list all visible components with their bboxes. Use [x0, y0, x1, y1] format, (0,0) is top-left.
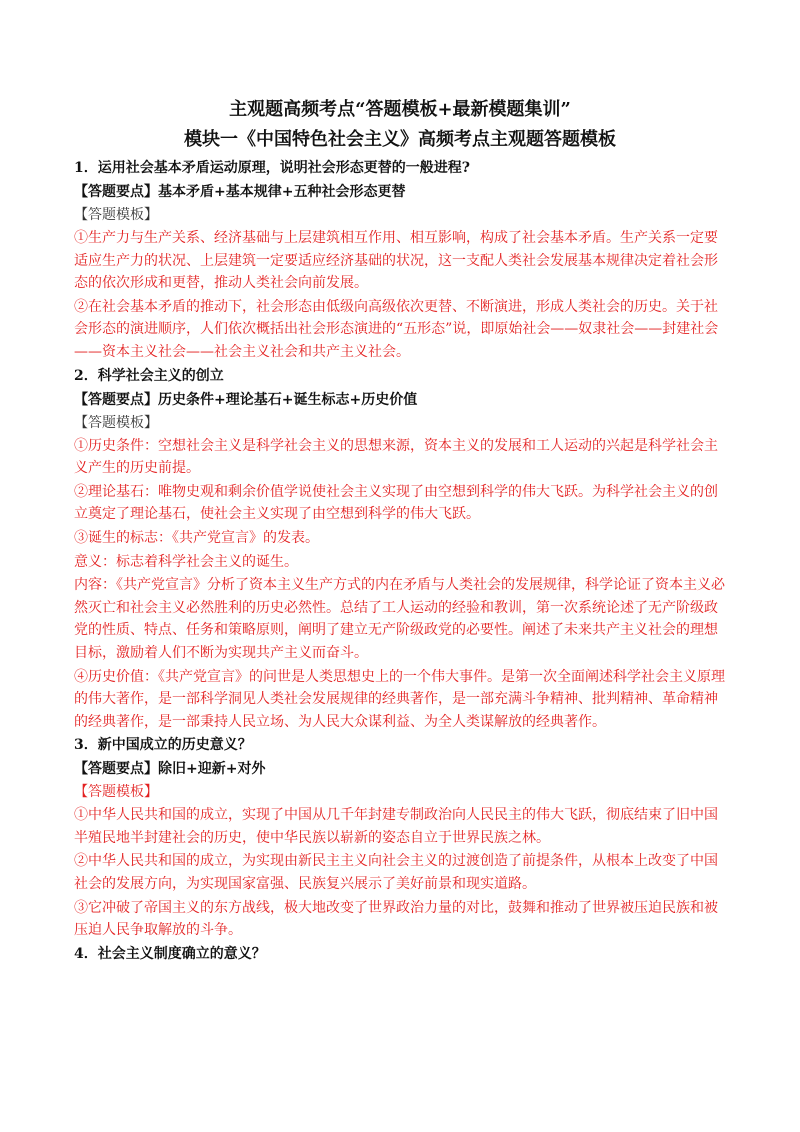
question-2: 2．科学社会主义的创立	[74, 367, 224, 384]
answer-1-1: ①生产力与生产关系、经济基础与上层建筑相互作用、相互影响，构成了社会基本矛盾。生产关系一定要适应生产力的状况、上层建筑一定要适应经济基础的状况，这一支配人类社会发展基本规律决定着社会形态的依次形成和更替，推动人类社会向前发展。	[74, 230, 718, 292]
answer-3-2: ②中华人民共和国的成立，为实现由新民主主义向社会主义的过渡创造了前提条件，从根本上改变了中国社会的发展方向，为实现国家富强、民族复兴展示了美好前景和现实道路。	[74, 853, 718, 893]
key-points-3: 【答题要点】除旧+迎新+对外	[74, 761, 266, 778]
doc-title: 主观题高频考点“答题模板+最新模题集训”	[229, 99, 571, 120]
key-points-2: 【答题要点】历史条件+理论基石+诞生标志+历史价值	[74, 391, 418, 408]
key-points-1: 【答题要点】基本矛盾+基本规律+五种社会形态更替	[74, 184, 406, 200]
answer-2-1: ①历史条件：空想社会主义是科学社会主义的思想来源，资本主义的发展和工人运动的兴起是科学社会主义产生的历史前提。	[74, 437, 718, 477]
question-4: 4．社会主义制度确立的意义？	[74, 945, 266, 962]
answer-3-3: ③它冲破了帝国主义的东方战线，极大地改变了世界政治力量的对比，鼓舞和推动了世界被压迫民族和被压迫人民争取解放的斗争。	[74, 899, 718, 939]
template-label-3: 【答题模板】	[74, 784, 158, 801]
answer-2-2: ②理论基石：唯物史观和剩余价值学说使社会主义实现了由空想到科学的伟大飞跃。为科学社会主义的创立奠定了理论基石，使社会主义实现了由空想到科学的伟大飞跃。	[74, 483, 718, 523]
question-3: 3．新中国成立的历史意义？	[74, 737, 252, 754]
template-label-2: 【答题模板】	[74, 414, 158, 431]
template-label-1: 【答题模板】	[74, 207, 158, 223]
answer-2-5: 内容：《共产党宣言》分析了资本主义生产方式的内在矛盾与人类社会的发展规律，科学论证了资本主义必然灭亡和社会主义必然胜利的历史必然性。总结了工人运动的经验和教训，第一次系统论述了无产阶级政党的性质、特点、任务和策略原则，阐明了建立无产阶级政党的必要性。阐述了未来共产主义社会的理想目标，激励着人们不断为实现共产主义而奋斗。	[74, 577, 725, 661]
answer-1-2: ②在社会基本矛盾的推动下，社会形态由低级向高级依次更替、不断演进，形成人类社会的历史。关于社会形态的演进顺序，人们依次概括出社会形态演进的“五形态”说，即原始社会——奴隶社会——封建社会——资本主义社会——社会主义社会和共产主义社会。	[74, 298, 719, 360]
answer-3-1: ①中华人民共和国的成立，实现了中国从几千年封建专制政治向人民民主的伟大飞跃，彻底结束了旧中国半殖民地半封建社会的历史，使中华民族以崭新的姿态自立于世界民族之林。	[74, 807, 718, 846]
question-1: 1．运用社会基本矛盾运动原理，说明社会形态更替的一般进程?	[74, 160, 470, 176]
answer-2-3: ③诞生的标志：《共产党宣言》的发表。	[74, 529, 319, 546]
answer-2-4: 意义：标志着科学社会主义的诞生。	[74, 553, 298, 570]
answer-2-6: ④历史价值：《共产党宣言》的问世是人类思想史上的一个伟大事件。是第一次全面阐述科学社会主义原理的伟大著作，是一部科学洞见人类社会发展规律的经典著作，是一部充满斗争精神、批判精神、革命精神的经典著作，是一部秉持人民立场、为人民大众谋利益、为全人类谋解放的经典著作。	[74, 668, 725, 730]
doc-subtitle: 模块一《中国特色社会主义》高频考点主观题答题模板	[184, 129, 616, 150]
